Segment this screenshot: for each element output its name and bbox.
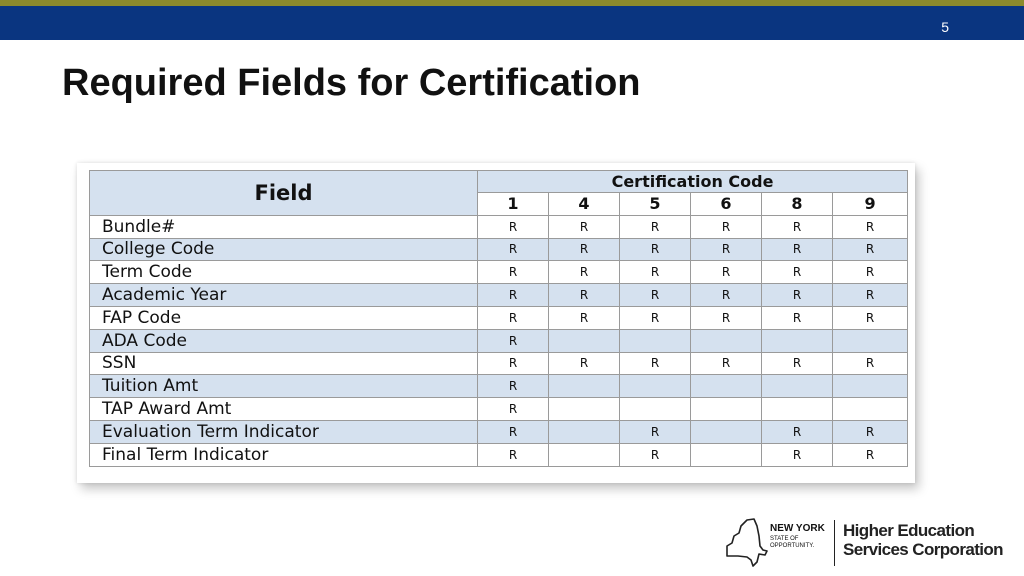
certification-code-4: 4 (549, 193, 620, 216)
requirement-cell: R (478, 398, 549, 421)
requirement-cell (620, 375, 691, 398)
requirement-cell: R (833, 261, 908, 284)
field-name-cell: Term Code (90, 261, 478, 284)
requirement-cell: R (833, 238, 908, 261)
certification-code-9: 9 (833, 193, 908, 216)
field-name-cell: SSN (90, 352, 478, 375)
table-row (90, 375, 908, 398)
certification-code-8: 8 (762, 193, 833, 216)
requirement-cell (762, 329, 833, 352)
requirement-cell: R (762, 352, 833, 375)
requirement-cell: R (549, 215, 620, 238)
requirement-cell: R (833, 306, 908, 329)
requirement-cell: R (478, 261, 549, 284)
field-name-cell: College Code (90, 238, 478, 261)
table-row (90, 306, 908, 329)
requirement-cell: R (478, 443, 549, 466)
requirement-cell: R (691, 261, 762, 284)
requirement-cell: R (833, 215, 908, 238)
table-row (90, 443, 908, 466)
requirement-cell: R (762, 261, 833, 284)
requirement-cell: R (833, 284, 908, 307)
requirement-cell: R (478, 238, 549, 261)
table-row (90, 329, 908, 352)
requirement-cell (762, 375, 833, 398)
requirement-cell: R (691, 352, 762, 375)
slide-number: 5 (941, 19, 949, 35)
hesc-name-line2: Services Corporation (843, 539, 1003, 559)
requirement-cell: R (478, 284, 549, 307)
requirement-cell: R (762, 238, 833, 261)
requirement-cell (549, 375, 620, 398)
requirement-cell: R (549, 306, 620, 329)
requirement-cell (691, 443, 762, 466)
requirement-cell: R (549, 238, 620, 261)
requirement-cell (691, 398, 762, 421)
certification-code-1: 1 (478, 193, 549, 216)
requirement-cell: R (620, 352, 691, 375)
ny-tagline (770, 536, 814, 550)
requirement-cell (620, 329, 691, 352)
table-row (90, 261, 908, 284)
requirement-cell: R (620, 284, 691, 307)
field-name-cell: Academic Year (90, 284, 478, 307)
top-header-bar (0, 6, 1024, 40)
requirement-cell: R (762, 284, 833, 307)
table-row (90, 420, 908, 443)
slide-title: Required Fields for Certification (62, 62, 641, 104)
ny-tagline-line1: STATE OF (770, 536, 799, 542)
certification-table-image (77, 163, 915, 483)
requirement-cell: R (620, 215, 691, 238)
requirement-cell: R (478, 329, 549, 352)
requirement-cell: R (691, 215, 762, 238)
hesc-logo (724, 516, 1014, 568)
requirement-cell: R (549, 352, 620, 375)
requirement-cell: R (762, 420, 833, 443)
requirement-cell (549, 420, 620, 443)
requirement-cell: R (620, 261, 691, 284)
field-name-cell: Bundle# (90, 215, 478, 238)
requirement-cell (691, 375, 762, 398)
new-york-state-map-icon (724, 516, 770, 568)
requirement-cell: R (620, 306, 691, 329)
certification-table (89, 170, 908, 467)
requirement-cell: R (691, 306, 762, 329)
requirement-cell: R (620, 238, 691, 261)
field-name-cell: TAP Award Amt (90, 398, 478, 421)
field-name-cell: Evaluation Term Indicator (90, 420, 478, 443)
requirement-cell (833, 375, 908, 398)
requirement-cell: R (549, 284, 620, 307)
requirement-cell (691, 329, 762, 352)
requirement-cell (549, 398, 620, 421)
requirement-cell (549, 443, 620, 466)
requirement-cell (691, 420, 762, 443)
field-column-header: Field (90, 171, 478, 216)
table-row (90, 284, 908, 307)
certification-code-5: 5 (620, 193, 691, 216)
table-row (90, 238, 908, 261)
requirement-cell: R (691, 238, 762, 261)
field-name-cell: Tuition Amt (90, 375, 478, 398)
table-row (90, 352, 908, 375)
requirement-cell: R (833, 443, 908, 466)
requirement-cell: R (478, 352, 549, 375)
requirement-cell: R (620, 420, 691, 443)
requirement-cell: R (620, 443, 691, 466)
requirement-cell (762, 398, 833, 421)
table-row (90, 215, 908, 238)
table-body (90, 215, 908, 466)
ny-tagline-line2: OPPORTUNITY. (770, 542, 815, 549)
requirement-cell: R (478, 306, 549, 329)
field-name-cell: FAP Code (90, 306, 478, 329)
hesc-name (843, 522, 1003, 559)
logo-divider (834, 520, 835, 566)
requirement-cell (833, 398, 908, 421)
requirement-cell: R (833, 352, 908, 375)
requirement-cell: R (762, 306, 833, 329)
requirement-cell: R (833, 420, 908, 443)
certification-code-6: 6 (691, 193, 762, 216)
field-name-cell: Final Term Indicator (90, 443, 478, 466)
requirement-cell: R (549, 261, 620, 284)
requirement-cell: R (762, 443, 833, 466)
requirement-cell (620, 398, 691, 421)
requirement-cell: R (691, 284, 762, 307)
requirement-cell (549, 329, 620, 352)
hesc-name-line1: Higher Education (843, 521, 975, 540)
requirement-cell: R (478, 420, 549, 443)
requirement-cell: R (478, 375, 549, 398)
field-name-cell: ADA Code (90, 329, 478, 352)
certification-code-header: Certification Code (478, 171, 908, 193)
table-row (90, 398, 908, 421)
requirement-cell: R (478, 215, 549, 238)
ny-state-name: NEW YORK (770, 523, 825, 534)
requirement-cell: R (762, 215, 833, 238)
requirement-cell (833, 329, 908, 352)
